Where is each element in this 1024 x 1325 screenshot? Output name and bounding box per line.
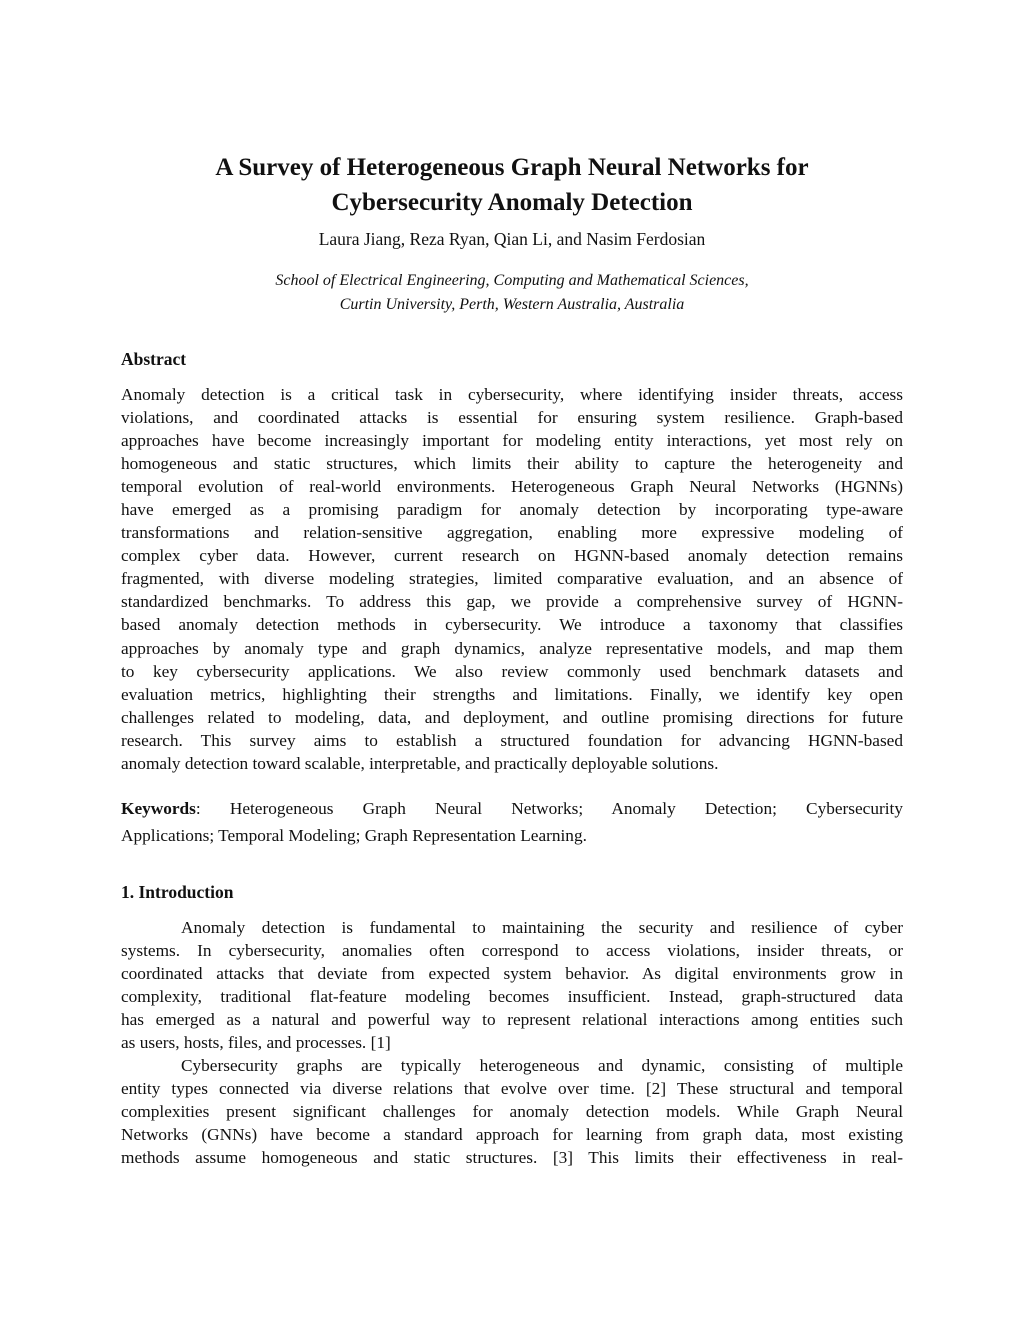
text-line: complexities present significant challenges for anomaly detection models. While Graph Neural [121,1102,903,1122]
title-line-1: A Survey of Heterogeneous Graph Neural Networks for [215,154,809,181]
authors: Laura Jiang, Reza Ryan, Qian Li, and Nasim Ferdosian [318,229,706,249]
abstract-body [121,383,903,776]
affiliation-line-2: Curtin University, Perth, Western Australia, Australia [339,296,685,313]
text-line: violations, and coordinated attacks is essential for ensuring system resilience. Graph-based [121,407,903,427]
text-line: coordinated attacks that deviate from expected system behavior. As digital environments grow in [121,963,903,983]
text-line: as users, hosts, files, and processes. [1] [121,1032,391,1052]
text-line: entity types connected via diverse relations that evolve over time. [2] These structural and temporal [121,1079,903,1099]
text-line: evaluation metrics, highlighting their strengths and limitations. Finally, we identify key open [121,684,903,704]
paper-title [0,150,1024,220]
text-line: homogeneous and static structures, which limits their ability to capture the heterogeneity and [121,453,903,473]
text-line: systems. In cybersecurity, anomalies often correspond to access violations, insider threats, or [121,940,903,960]
text-line: methods assume homogeneous and static structures. [3] This limits their effectiveness in real- [121,1148,903,1168]
introduction-body [121,916,903,1170]
text-line: fragmented, with diverse modeling strategies, limited comparative evaluation, and an absence of [121,569,903,589]
text-line: to key cybersecurity applications. We also review commonly used benchmark datasets and [121,661,903,681]
text-line: have emerged as a promising paradigm for anomaly detection by incorporating type-aware [121,499,903,519]
text-line: approaches have become increasingly important for modeling entity interactions, yet most rely on [121,430,903,450]
text-line: challenges related to modeling, data, and deployment, and outline promising directions for future [121,707,903,727]
text-line: Networks (GNNs) have become a standard approach for learning from graph data, most existing [121,1125,903,1145]
affiliation [0,269,1024,317]
text-line: complex cyber data. However, current research on HGNN-based anomaly detection remains [121,546,903,566]
text-line: complexity, traditional flat-feature modeling becomes insufficient. Instead, graph-structured data [121,986,903,1006]
abstract-heading: Abstract [121,349,187,369]
text-line: Cybersecurity graphs are typically heterogeneous and dynamic, consisting of multiple [181,1056,903,1076]
text-line: has emerged as a natural and powerful way to represent relational interactions among entities such [121,1009,903,1029]
keywords-line-1: Keywords: Heterogeneous Graph Neural Networks; Anomaly Detection; Cybersecurity [121,799,903,818]
text-line: approaches by anomaly type and graph dynamics, analyze representative models, and map them [121,638,903,658]
text-line: temporal evolution of real-world environments. Heterogeneous Graph Neural Networks (HGNNs) [121,476,903,496]
text-line: anomaly detection toward scalable, interpretable, and practically deployable solutions. [121,754,719,773]
text-line: Anomaly detection is fundamental to maintaining the security and resilience of cyber [181,917,903,937]
affiliation-line-1: School of Electrical Engineering, Computing and Mathematical Sciences, [275,272,749,289]
text-line: based anomaly detection methods in cybersecurity. We introduce a taxonomy that classifies [121,615,903,635]
text-line: standardized benchmarks. To address this gap, we provide a comprehensive survey of HGNN- [121,592,903,612]
text-line: Anomaly detection is a critical task in cybersecurity, where identifying insider threats, access [121,384,903,404]
keywords [121,795,903,849]
keywords-line-2: Applications; Temporal Modeling; Graph Representation Learning. [121,826,587,845]
keywords-label: Keywords [121,799,196,818]
text-line: transformations and relation-sensitive aggregation, enabling more expressive modeling of [121,523,903,543]
text-line: research. This survey aims to establish a structured foundation for advancing HGNN-based [121,730,903,750]
title-line-2: Cybersecurity Anomaly Detection [331,189,693,216]
introduction-heading: 1. Introduction [121,882,234,902]
